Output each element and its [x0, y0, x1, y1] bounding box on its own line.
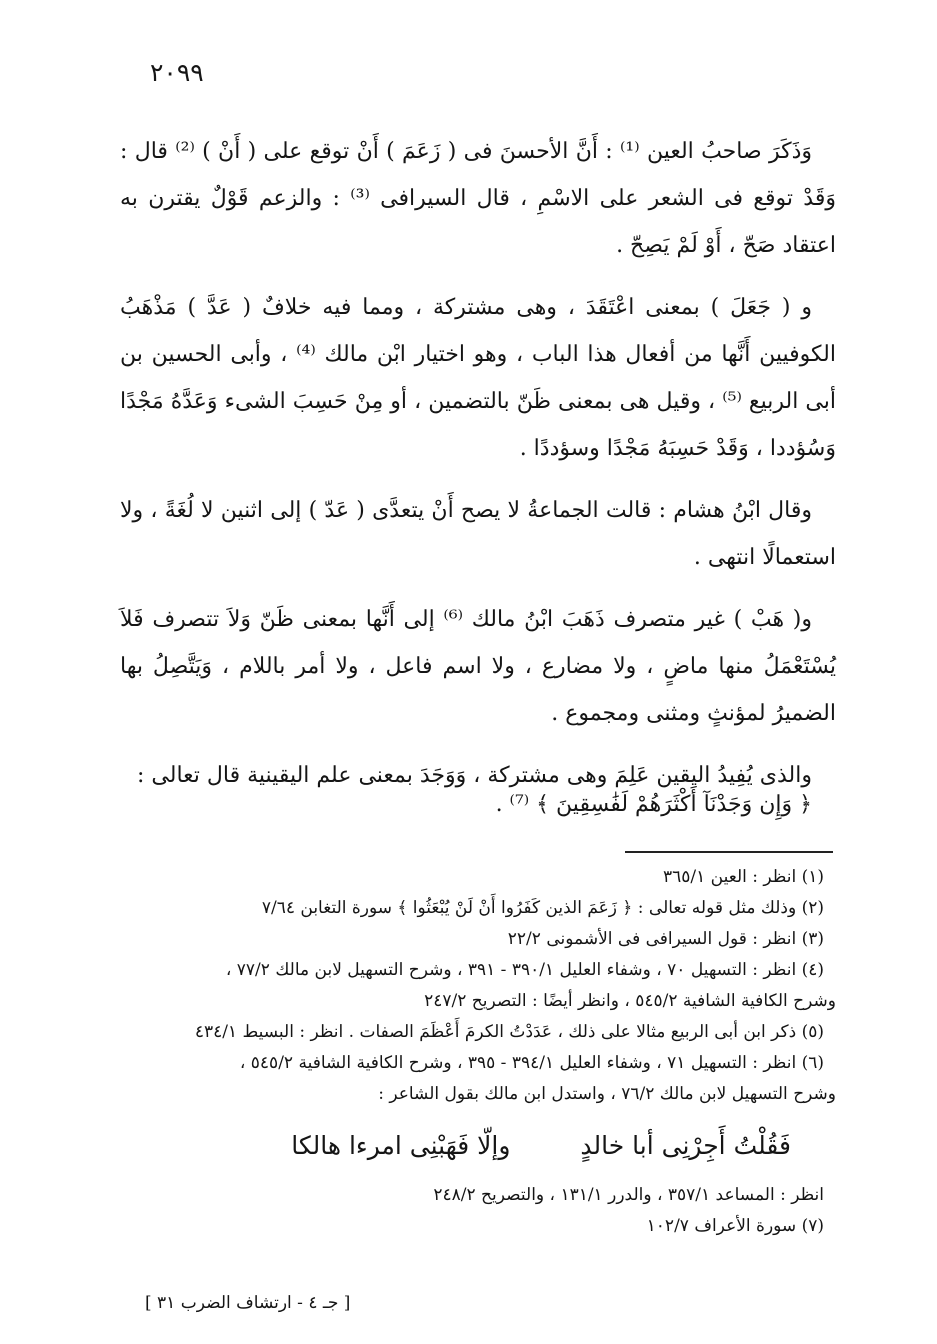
printer-signature: [ جـ ٤ - ارتشاف الضرب ٣١ ]: [145, 1293, 351, 1313]
footnote-1: (١) انظر : العين ٣٦٥/١: [663, 867, 824, 887]
footnote-6-continued: وشرح التسهيل لابن مالك ٧٦/٢ ، واستدل ابن مالك بقول الشاعر :: [378, 1084, 836, 1104]
paragraph-alima: [120, 752, 836, 825]
footnote-2: (٢) وذلك مثل قوله تعالى : ﴿ زَعَمَ الذين كَفَرُوا أَنْ لَنْ يُبْعَثُوا ﴾ سورة التغابن ٧/٦٤: [261, 898, 824, 918]
poetry-verse: [120, 1116, 836, 1176]
footnote-4-continued: وشرح الكافية الشافية ٥٤٥/٢ ، وانظر أيضًا : التصريح ٢٤٧/٢: [424, 991, 836, 1011]
paragraph-alima-text: والذى يُفِيدُ اليقين عَلِمَ وهى مشتركة ، وَوَجَدَ بمعنى علم اليقينية قال تعالى :: [137, 763, 812, 788]
footnote-4: (٤) انظر : التسهيل ٧٠ ، وشفاء العليل ٣٩٠/١ - ٣٩١ ، وشرح التسهيل لابن مالك ٧٧/٢ ،: [225, 960, 824, 980]
paragraph-zaama: وَذَكَرَ صاحبُ العين ⁽¹⁾ : أَنَّ الأحسنَ فى ( زَعَمَ ) أَنْ توقع على ( أَنْ ) ⁽²⁾ قال : وَقَدْ توقع فى الشعر على الاسْمِ ، قال السيرافى ⁽³⁾ : والزعم قَوْلٌ يقترن به اعتقاد صَحّ ، أَوْ لَمْ يَصِحّ .: [120, 139, 836, 258]
paragraph-jaala: و ( جَعَلَ ) بمعنى اعْتَقَدَ ، وهى مشتركة ، ومما فيه خلافٌ ( عَدَّ ) مَذْهَبُ الكوفيين أَنَّها من أفعال هذا الباب ، وهو اختيار ابْن مالك ⁽⁴⁾ ، وأبى الحسين بن أبى الربيع ⁽⁵⁾ ، وقيل هى بمعنى ظَنّ بالتضمين ، أو مِنْ حَسِبَ الشىء وَعَدَّهُ مَجْدًا وَسُؤددا ، وَقَدْ حَسِبَهُ مَجْدًا وسؤددًا .: [120, 295, 837, 461]
paragraph-hab: و( هَبْ ) غير متصرف ذَهَبَ ابْنُ مالك ⁽⁶⁾ إلى أَنَّها بمعنى ظَنّ وَلاَ تتصرف فَلاَ يُسْتَعْمَلُ منها ماضٍ ، ولا مضارع ، ولا اسم فاعل ، ولا أمر باللام ، وَيَتَّصِلُ بها الضميرُ لمؤنثٍ ومثنى ومجموع .: [120, 607, 836, 726]
footnote-3: (٣) انظر : قول السيرافى فى الأشمونى ٢٢/٢: [507, 929, 824, 949]
footnote-6-sources: انظر : المساعد ٣٥٧/١ ، والدرر ١٣١/١ ، والتصريح ٢٤٨/٢: [433, 1185, 824, 1205]
footnote-5: (٥) ذكر ابن أبى الربيع مثالا على ذلك ، عَدَدْتُ الكرمَ أَعْظَمَ الصفات . انظر : البسيط ٤٣٤/١: [194, 1022, 824, 1042]
page-number: ٢٠٩٩: [150, 58, 204, 87]
paragraph-ibn-hisham: وقال ابْنُ هشام : قالت الجماعةُ لا يصح أَنْ يتعدَّى ( عَدّ ) إلى اثنين لا لُغَةً ، ولا استعمالًا انتهى .: [120, 498, 836, 570]
footnotes: [120, 862, 836, 1242]
poetry-hemistich-first: فَقُلْتُ أَجِرْنِى أبا خالدٍ: [580, 1131, 791, 1160]
footnote-6: (٦) انظر : التسهيل ٧١ ، وشفاء العليل ٣٩٤/١ - ٣٩٥ ، وشرح الكافية الشافية ٥٤٥/٢ ،: [239, 1053, 824, 1073]
main-text: [120, 128, 836, 840]
poetry-hemistich-second: وإلّا فَهَبْنِى امرءا هالكا: [291, 1131, 511, 1160]
footnote-7: (٧) سورة الأعراف ١٠٢/٧: [646, 1216, 824, 1236]
footnote-separator: [625, 851, 833, 853]
quran-verse: ﴿ وَإِن وَجَدْنَآ أَكْثَرَهُمْ لَفَٰسِقِينَ ﴾ ⁽⁷⁾ .: [495, 792, 812, 817]
